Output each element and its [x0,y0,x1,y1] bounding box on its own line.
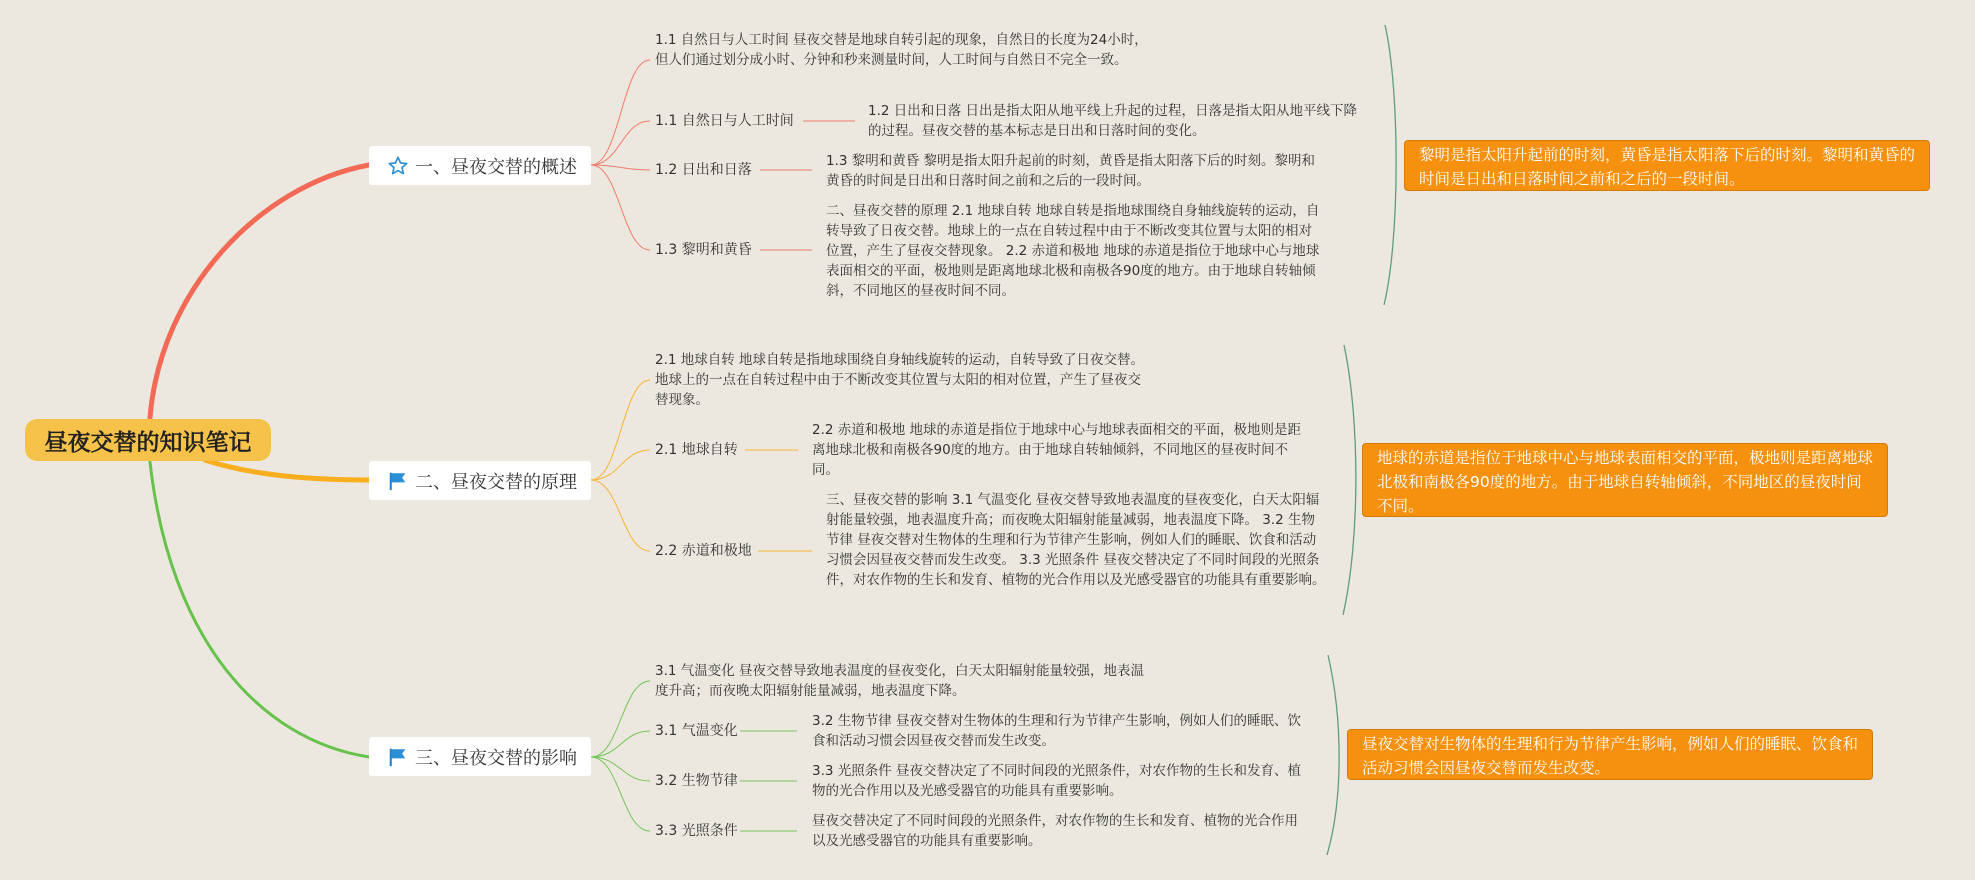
b2-child-2-text: 2.2 赤道和极地 [655,543,752,559]
b1-child-2[interactable] [655,160,752,180]
b1-child-0[interactable] [655,30,1155,70]
b3-child-2[interactable] [655,771,738,791]
root-branch1-connector [150,165,369,418]
b3-child-0-text: 3.1 气温变化 昼夜交替导致地表温度的昼夜变化，白天太阳辐射能量较强，地表温度升高；而夜晚太阳辐射能量减弱，地表温度下降。 [655,663,1145,699]
b1-child-1[interactable] [655,111,794,131]
root-branch3-connector [150,462,369,757]
b1-detail-2-text: 二、昼夜交替的原理 2.1 地球自转 地球自转是指地球围绕自身轴线旋转的运动，自转导致了日夜交替。地球上的一点在自转过程中由于不断改变其位置与太阳的相对位置，产生了昼夜交替现象。 2.2 赤道和极地 地球的赤道是指位于地球中心与地球表面相交的平面，极地则是距离地球北极和南极各90度的地方。由于地球自转轴倾斜，不同地区的昼夜时间不同。 [826,203,1320,299]
summary-callout-1[interactable] [1404,140,1930,191]
blue-flag-icon [387,746,409,768]
blue-flag-icon [387,470,409,492]
b3-child-3[interactable] [655,821,738,841]
branch-impact[interactable] [369,737,591,776]
b1-child-1-text: 1.1 自然日与人工时间 [655,113,794,129]
branch-overview-label: 一、昼夜交替的概述 [415,156,577,178]
b2-child-2[interactable] [655,541,752,561]
branch1-child-connectors [591,60,855,250]
b3-child-2-text: 3.2 生物节律 [655,773,738,789]
b2-child-1-text: 2.1 地球自转 [655,442,738,458]
b2-child-1[interactable] [655,440,738,460]
b2-detail-1-text: 三、昼夜交替的影响 3.1 气温变化 昼夜交替导致地表温度的昼夜变化，白天太阳辐射能量较强，地表温度升高；而夜晚太阳辐射能量减弱，地表温度下降。 3.2 生物节律 昼夜交替对生物体的生理和行为节律产生影响，例如人们的睡眠、饮食和活动习惯会因昼夜交替而发生改变。 3.3 光照条件 昼夜交替决定了不同时间段的光照条件，对农作物的生长和发育、植物的光合作用以及光感受器官的功能具有重要影响。 [826,492,1326,588]
branch-principle-label: 二、昼夜交替的原理 [415,471,577,493]
branch-impact-label: 三、昼夜交替的影响 [415,747,577,769]
summary-callout-1-text: 黎明是指太阳升起前的时刻，黄昏是指太阳落下后的时刻。黎明和黄昏的时间是日出和日落时间之前和之后的一段时间。 [1419,146,1916,188]
b3-detail-2-text: 昼夜交替决定了不同时间段的光照条件，对农作物的生长和发育、植物的光合作用以及光感受器官的功能具有重要影响。 [812,813,1298,849]
root-branch2-connector [205,460,369,480]
summary-callout-3[interactable] [1347,729,1873,780]
b3-detail-1[interactable] [812,761,1302,801]
branch-overview[interactable] [369,146,591,185]
summary-callout-2[interactable] [1362,443,1888,517]
b3-detail-0[interactable] [812,711,1302,751]
b1-detail-1[interactable] [826,151,1316,191]
b2-child-0[interactable] [655,350,1150,410]
b2-detail-1[interactable] [826,490,1326,590]
b2-child-0-text: 2.1 地球自转 地球自转是指地球围绕自身轴线旋转的运动，自转导致了日夜交替。地球上的一点在自转过程中由于不断改变其位置与太阳的相对位置，产生了昼夜交替现象。 [655,352,1145,408]
b1-child-2-text: 1.2 日出和日落 [655,162,752,178]
b1-detail-0-text: 1.2 日出和日落 日出是指太阳从地平线上升起的过程，日落是指太阳从地平线下降的过程。昼夜交替的基本标志是日出和日落时间的变化。 [868,103,1358,139]
root-node[interactable] [25,419,271,461]
b1-detail-0[interactable] [868,101,1358,141]
branch3-child-connectors [591,681,797,831]
root-title: 昼夜交替的知识笔记 [44,429,252,456]
b3-child-1-text: 3.1 气温变化 [655,723,738,739]
b2-detail-0[interactable] [812,420,1307,480]
b2-detail-0-text: 2.2 赤道和极地 地球的赤道是指位于地球中心与地球表面相交的平面，极地则是距离地球北极和南极各90度的地方。由于地球自转轴倾斜，不同地区的昼夜时间不同。 [812,422,1302,478]
b3-detail-1-text: 3.3 光照条件 昼夜交替决定了不同时间段的光照条件，对农作物的生长和发育、植物的光合作用以及光感受器官的功能具有重要影响。 [812,763,1302,799]
summary-callout-3-text: 昼夜交替对生物体的生理和行为节律产生影响，例如人们的睡眠、饮食和活动习惯会因昼夜交替而发生改变。 [1362,735,1859,777]
b1-child-3-text: 1.3 黎明和黄昏 [655,242,752,258]
b1-child-0-text: 1.1 自然日与人工时间 昼夜交替是地球自转引起的现象，自然日的长度为24小时，但人们通过划分成小时、分钟和秒来测量时间，人工时间与自然日不完全一致。 [655,32,1148,68]
b1-child-3[interactable] [655,240,752,260]
b3-child-0[interactable] [655,661,1150,701]
summary-callout-2-text: 地球的赤道是指位于地球中心与地球表面相交的平面，极地则是距离地球北极和南极各90度的地方。由于地球自转轴倾斜，不同地区的昼夜时间不同。 [1377,449,1874,515]
b3-detail-0-text: 3.2 生物节律 昼夜交替对生物体的生理和行为节律产生影响，例如人们的睡眠、饮食和活动习惯会因昼夜交替而发生改变。 [812,713,1302,749]
branch-principle[interactable] [369,461,591,500]
b1-detail-2[interactable] [826,201,1321,301]
b3-child-1[interactable] [655,721,738,741]
b3-child-3-text: 3.3 光照条件 [655,823,738,839]
b3-detail-2[interactable] [812,811,1307,851]
star-outline-icon [387,155,409,177]
b1-detail-1-text: 1.3 黎明和黄昏 黎明是指太阳升起前的时刻，黄昏是指太阳落下后的时刻。黎明和黄昏的时间是日出和日落时间之前和之后的一段时间。 [826,153,1316,189]
